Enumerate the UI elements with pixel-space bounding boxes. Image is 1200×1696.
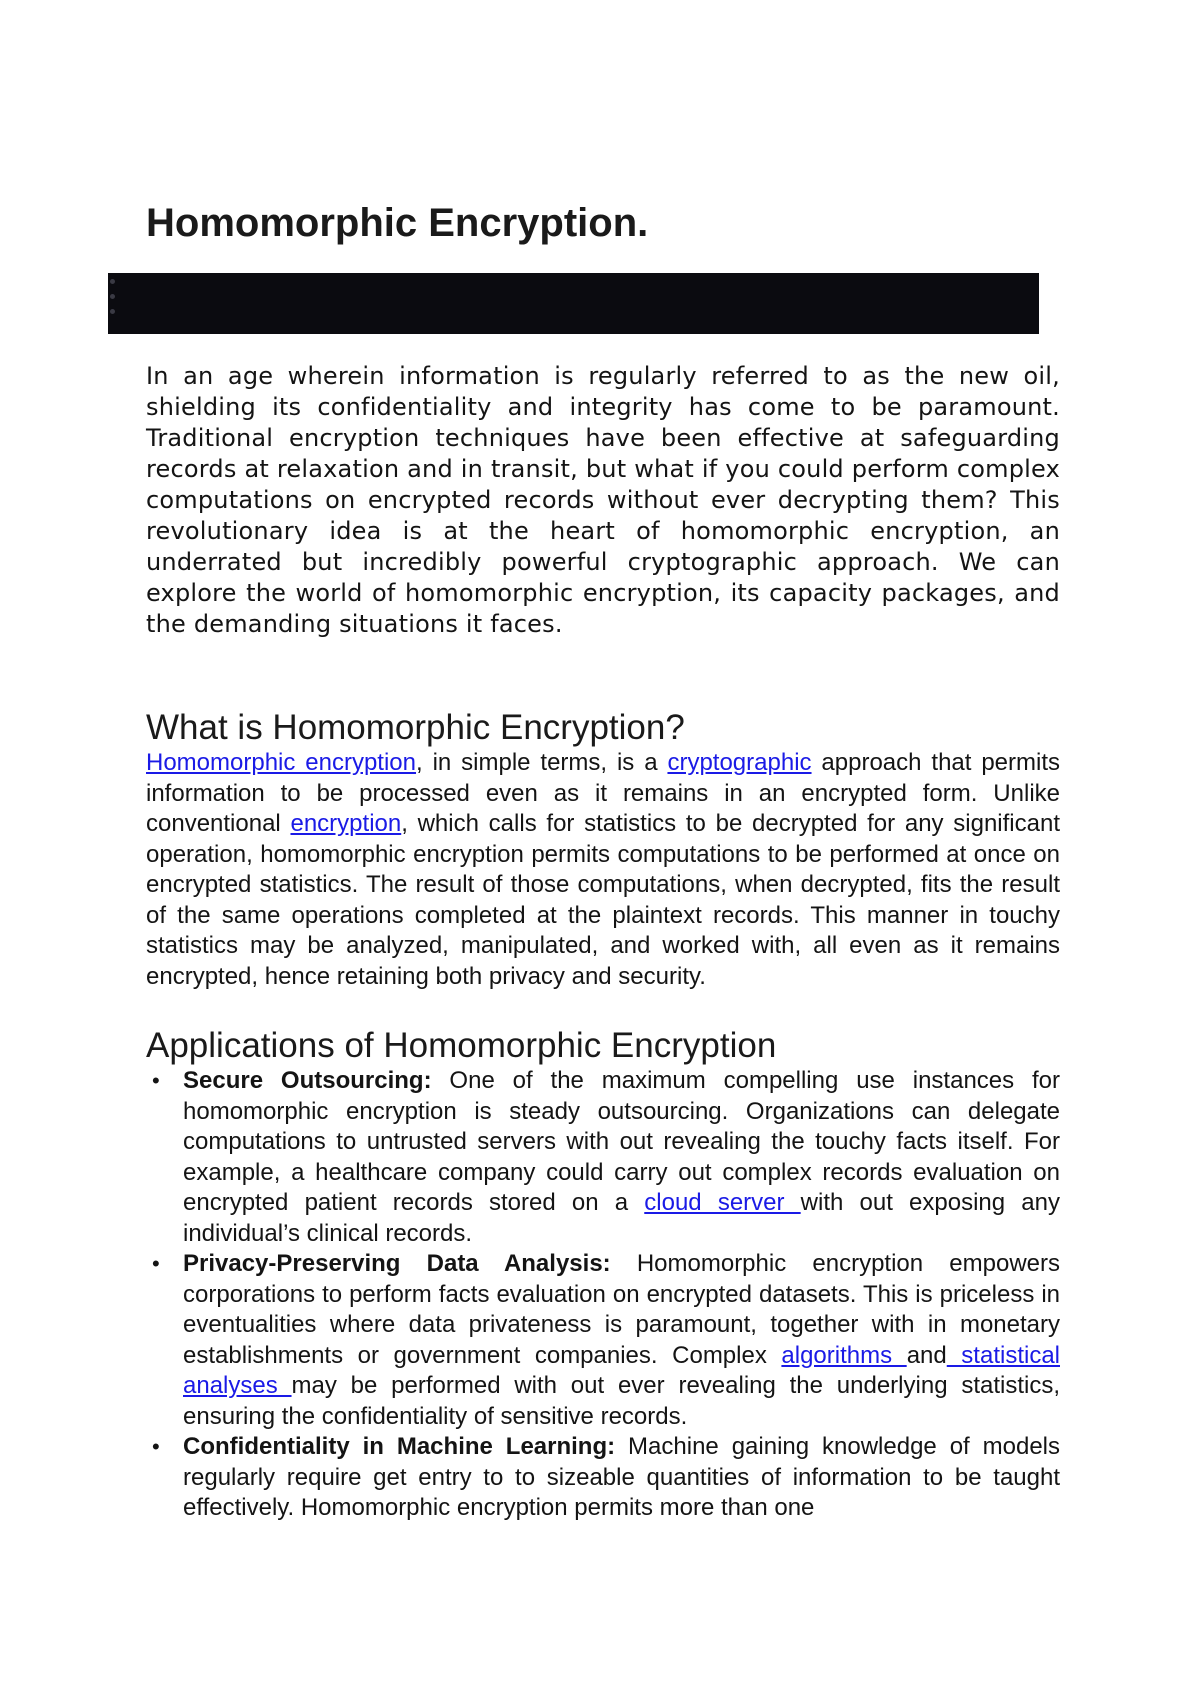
item-text: may be performed with out ever revealing the underlying statistics, ensuring the confidentiality of sensitive records. [183,1372,1061,1430]
banner-dot [110,279,115,284]
applications-heading: Applications of Homomorphic Encryption [146,1026,777,1065]
list-item [146,1432,1060,1524]
what-is-section [146,708,1060,992]
what-is-heading: What is Homomorphic Encryption? [146,708,685,747]
bullet-icon: • [152,1434,160,1459]
homomorphic-encryption-link[interactable]: Homomorphic encryption [146,749,417,776]
item-title: Privacy-Preserving Data Analysis: [183,1250,611,1277]
item-text: and [906,1341,947,1369]
intro-paragraph: In an age wherein information is regularly referred to as the new oil, shielding its confidentiality and integrity has come to be paramount. Traditional encryption techniques have been effective at safeguarding records at relaxation and in transit, but what if you could perform complex computations on encrypted records without ever decrypting them? This revolutionary idea is at the heart of homomorphic encryption, an underrated but incredibly powerful cryptographic approach. We can explore the world of homomorphic encryption, its capacity packages, and the demanding situations it faces. [146,362,1060,638]
algorithms-link[interactable]: algorithms [781,1341,907,1369]
what-is-text: approach that permits information to be processed even as it remains in an encrypted form. Unlike conventional [146,749,1061,837]
banner-dot [110,309,115,314]
applications-section [146,1026,1060,1524]
what-is-text: , which calls for statistics to be decrypted for any significant operation, homomorphic encryption permits computations to be performed at once on encrypted statistics. The result of those computations, when decrypted, fits the result of the same operations completed at the plaintext records. This manner in touchy statistics may be analyzed, manipulated, and worked with, all even as it remains encrypted, hence retaining both privacy and security. [146,810,1060,990]
item-text: Homomorphic encryption empowers corporations to perform facts evaluation on encrypted datasets. This is priceless in eventualities where data privateness is paramount, together with in monetary establishments or government companies. Complex [183,1250,1060,1369]
bullet-icon: • [152,1068,160,1093]
list-item [146,1066,1060,1249]
item-text: One of the maximum compelling use instances for homomorphic encryption is steady outsourcing. Organizations can delegate computations to untrusted servers with out revealing the touchy facts itself. For example, a healthcare company could carry out complex records evaluation on encrypted patient records stored on a [183,1067,1061,1216]
banner-dots [110,279,116,324]
what-is-text: , in simple terms, is a [416,749,668,776]
item-text: Machine gaining knowledge of models regularly require get entry to to sizeable quantities of information to be taught effectively. Homomorphic encryption permits more than one [183,1433,1060,1521]
bullet-icon: • [152,1251,160,1276]
cloud-server-link[interactable]: cloud server [644,1189,801,1216]
banner-dot [110,294,115,299]
dark-banner [108,273,1039,334]
what-is-paragraph [146,748,1060,992]
document-title: Homomorphic Encryption. [146,201,649,245]
list-item [146,1249,1060,1432]
item-title: Secure Outsourcing: [183,1067,432,1094]
statistical-analyses-link[interactable]: statistical analyses [183,1341,1060,1399]
cryptographic-link[interactable]: cryptographic [667,749,812,776]
applications-list [146,1066,1060,1524]
item-text: with out exposing any individual’s clinical records. [183,1189,1060,1247]
encryption-link[interactable]: encryption [290,810,402,837]
item-title: Confidentiality in Machine Learning: [183,1433,616,1460]
